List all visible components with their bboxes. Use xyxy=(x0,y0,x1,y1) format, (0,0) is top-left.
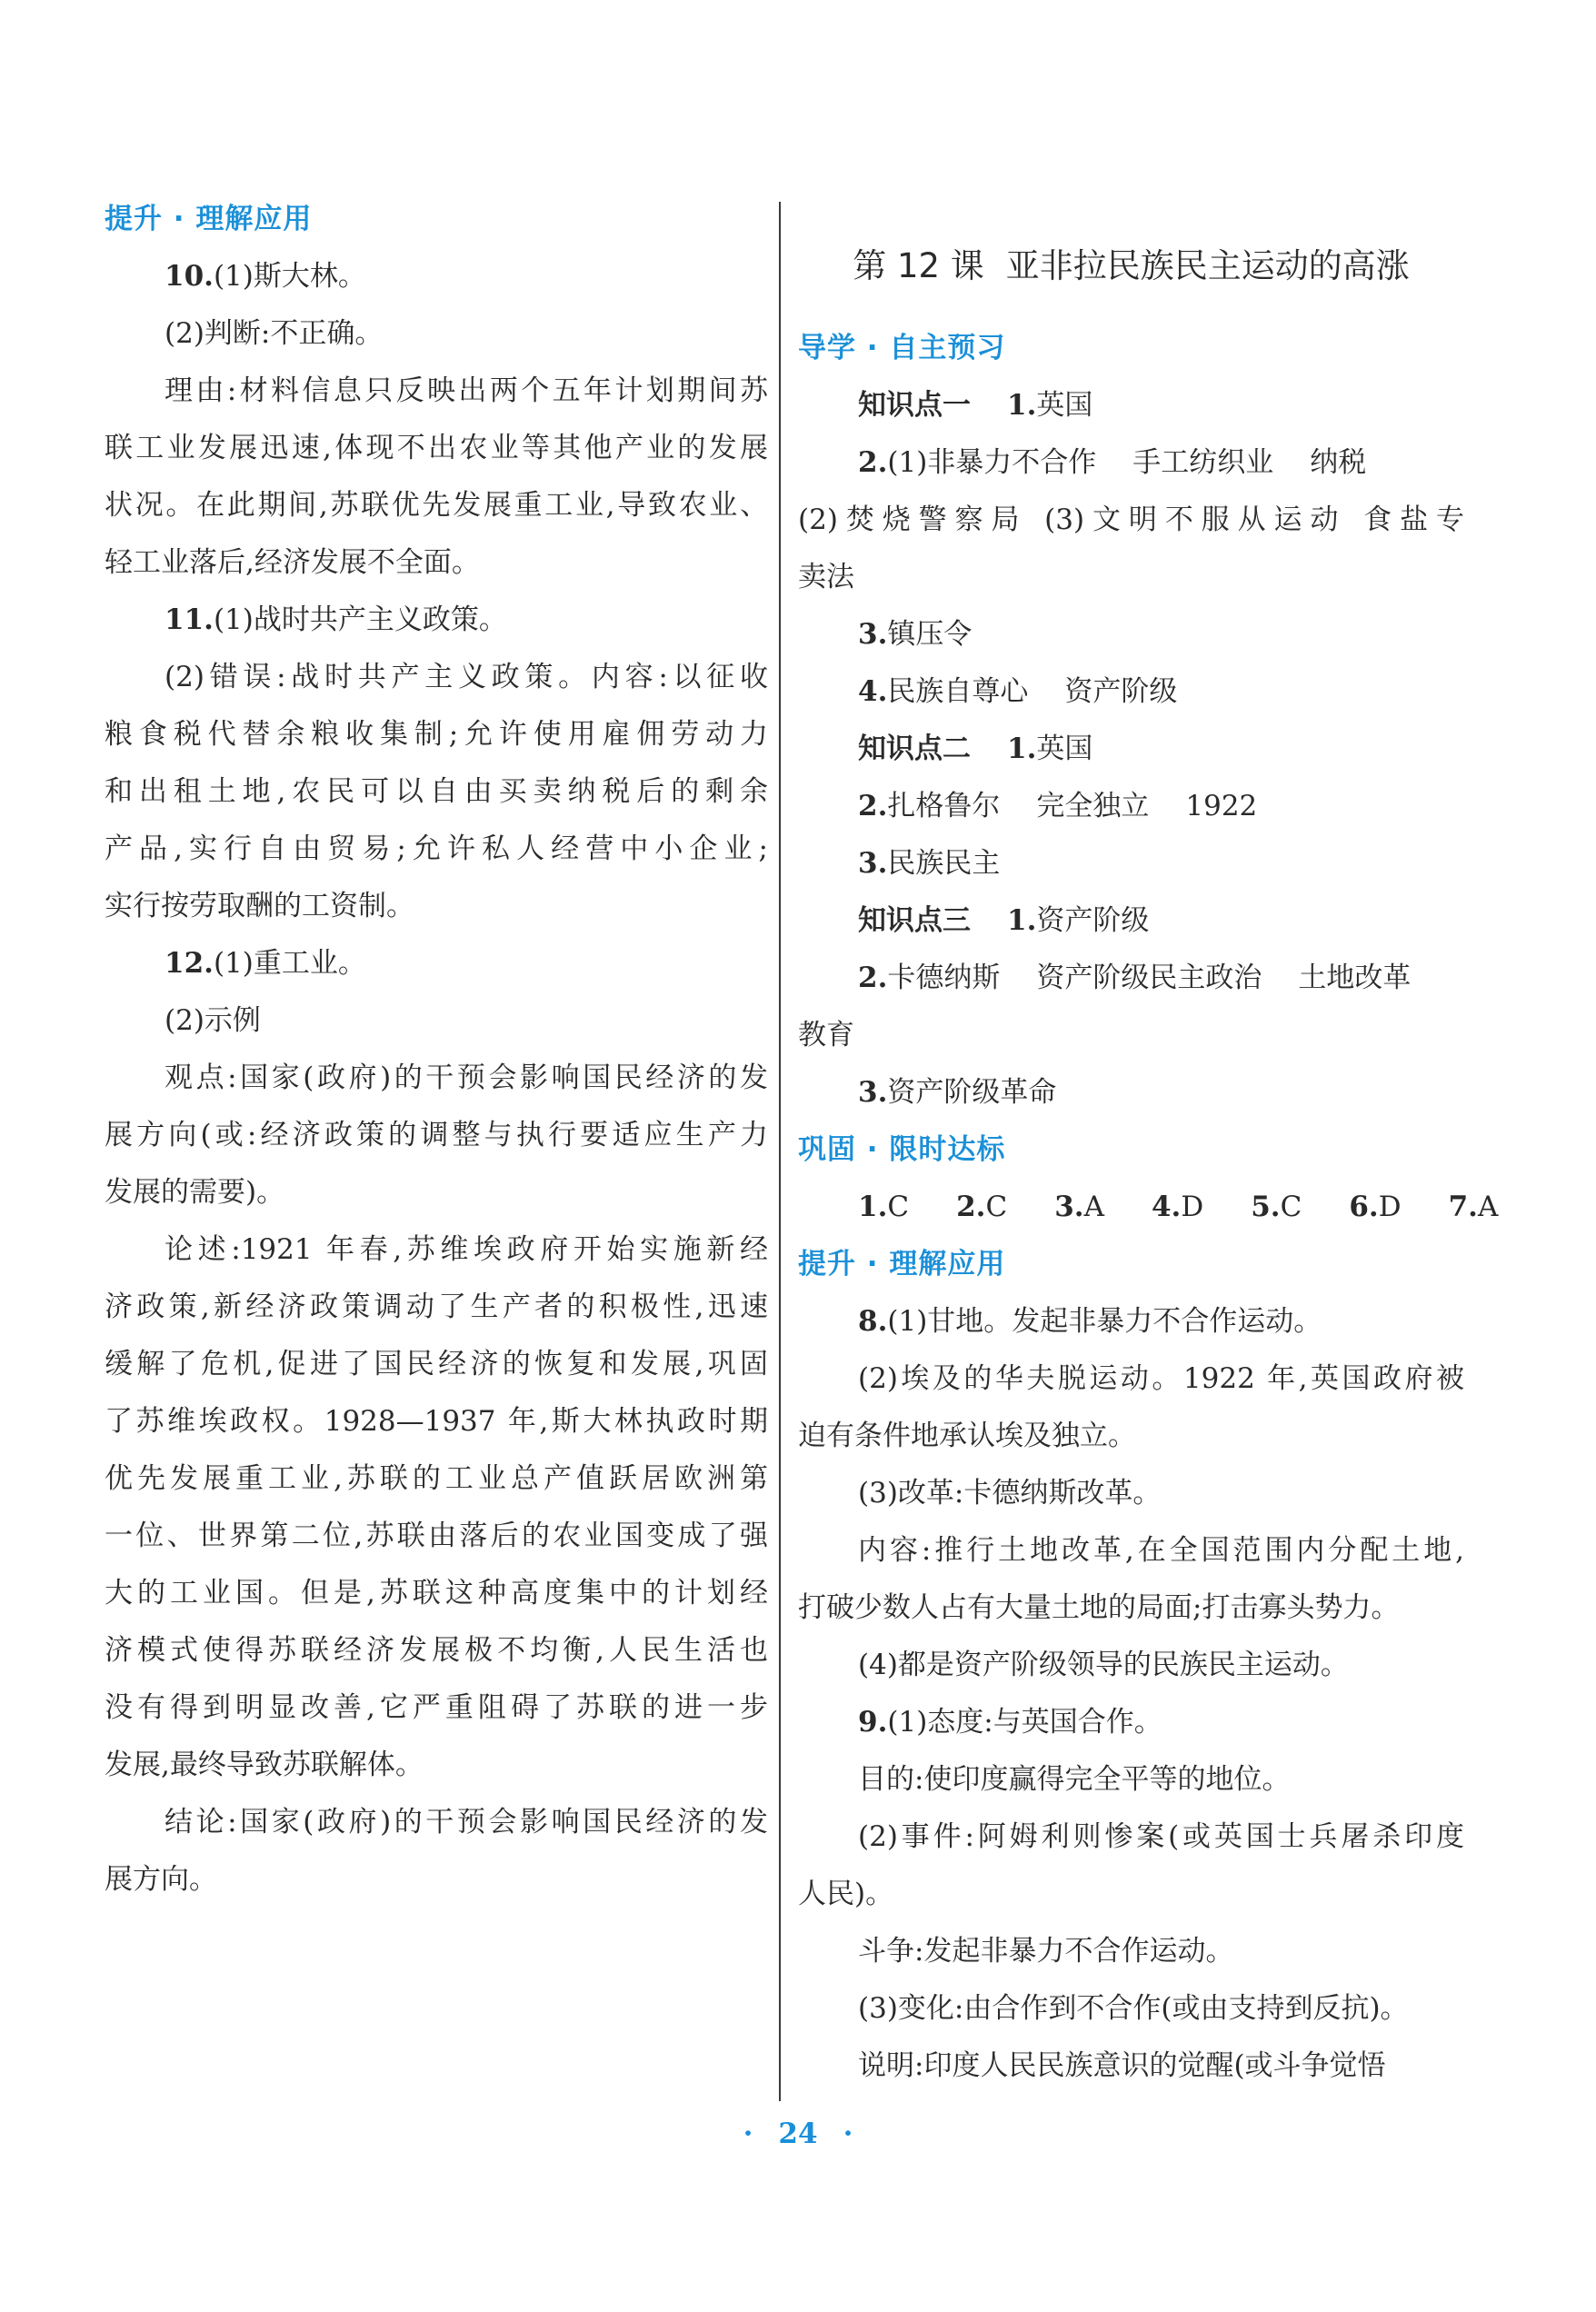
q12-argument-line: 没有得到明显改善,它严重阻碍了苏联的进一步 xyxy=(105,1691,768,1724)
section-heading-tisheng: 提升 · 理解应用 xyxy=(105,203,313,235)
k2-line-1: 知识点二 1.英国 xyxy=(858,732,1093,765)
q9-line: 斗争:发起非暴力不合作运动。 xyxy=(858,1935,1234,1968)
k3-line-3: 教育 xyxy=(798,1019,854,1051)
q12-line-1: 12.(1)重工业。 xyxy=(165,947,366,980)
q9-number: 9. xyxy=(858,1706,888,1739)
q10-reason-line: 联工业发展迅速,体现不出农业等其他产业的发展 xyxy=(105,432,768,464)
lesson-title: 第 12 课 亚非拉民族民主运动的高涨 xyxy=(853,246,1410,285)
q10-reason-line: 状况。在此期间,苏联优先发展重工业,导致农业、 xyxy=(105,489,768,522)
q9-line: (2)事件:阿姆利则惨案(或英国士兵屠杀印度 xyxy=(858,1820,1464,1853)
q10-number: 10. xyxy=(165,260,214,293)
q12-conclusion-line: 结论:国家(政府)的干预会影响国民经济的发 xyxy=(165,1806,768,1839)
q9-line: 目的:使印度赢得完全平等的地位。 xyxy=(858,1763,1291,1796)
k2-line-3: 3.民族民主 xyxy=(858,847,1001,880)
k1-line-5: 3.镇压令 xyxy=(858,618,973,651)
section-heading-daoxue: 导学 · 自主预习 xyxy=(798,332,1006,364)
q12-argument-line: 济模式使得苏联经济发展极不均衡,人民生活也 xyxy=(105,1634,768,1667)
q9-line: (3)变化:由合作到不合作(或由支持到反抗)。 xyxy=(858,1992,1409,2025)
q12-argument-line: 了苏维埃政权。1928—1937 年,斯大林执政时期 xyxy=(105,1405,768,1438)
k3-line-2: 2.卡德纳斯 资产阶级民主政治 土地改革 xyxy=(858,962,1411,994)
column-divider xyxy=(779,202,781,2101)
k3-line-1: 知识点三 1.资产阶级 xyxy=(858,904,1150,937)
q12-view-line: 观点:国家(政府)的干预会影响国民经济的发 xyxy=(165,1061,768,1094)
choice-answers xyxy=(798,1179,1499,1236)
q12-argument-line: 优先发展重工业,苏联的工业总产值跃居欧洲第 xyxy=(105,1462,768,1495)
choice-answer: 6.D xyxy=(1349,1191,1401,1223)
choice-answer: 2.C xyxy=(956,1191,1008,1223)
right-column xyxy=(798,233,1499,2095)
choice-answer: 7.A xyxy=(1448,1191,1499,1223)
choice-answer: 4.D xyxy=(1151,1191,1204,1223)
q8-line: (2)埃及的华夫脱运动。1922 年,英国政府被 xyxy=(858,1362,1464,1395)
section-heading-tisheng-right: 提升 · 理解应用 xyxy=(798,1248,1006,1281)
q10-line-1: 10.(1)斯大林。 xyxy=(165,260,366,293)
k1-line-3: (2)焚烧警察局 (3)文明不服从运动 食盐专 xyxy=(798,503,1464,536)
q8-content-line: 内容:推行土地改革,在全国范围内分配土地, xyxy=(858,1534,1464,1567)
q12-view-line: 展方向(或:经济政策的调整与执行要适应生产力 xyxy=(105,1119,768,1151)
q11-answer-line: 实行按劳取酬的工资制。 xyxy=(105,890,414,922)
q12-argument-line: 缓解了危机,促进了国民经济的恢复和发展,巩固 xyxy=(105,1348,768,1380)
q8-content-line: 打破少数人占有大量土地的局面;打击寡头势力。 xyxy=(798,1591,1400,1624)
q8-line: 迫有条件地承认埃及独立。 xyxy=(798,1420,1136,1452)
k1-line-2: 2.(1)非暴力不合作 手工纺织业 纳税 xyxy=(858,446,1367,479)
q12-conclusion-line: 展方向。 xyxy=(105,1863,217,1896)
q12-argument-line: 发展,最终导致苏联解体。 xyxy=(105,1749,424,1781)
q12-line-2: (2)示例 xyxy=(165,1004,261,1037)
k1-line-4: 卖法 xyxy=(798,561,854,593)
q11-answer-line: (2)错误:战时共产主义政策。内容:以征收 xyxy=(165,661,768,693)
q12-argument-line: 一位、世界第二位,苏联由落后的农业国变成了强 xyxy=(105,1520,768,1552)
k3-line-4: 3.资产阶级革命 xyxy=(858,1076,1057,1109)
q9-line-1: 9.(1)态度:与英国合作。 xyxy=(858,1706,1162,1739)
q9-line: 人民)。 xyxy=(798,1878,894,1910)
q10-reason-line: 轻工业落后,经济发展不全面。 xyxy=(105,546,480,579)
q11-line-1: 11.(1)战时共产主义政策。 xyxy=(165,603,507,636)
q12-argument-line: 论述:1921 年春,苏维埃政府开始实施新经 xyxy=(165,1233,768,1266)
q12-number: 12. xyxy=(165,947,214,980)
choice-answer: 5.C xyxy=(1251,1191,1302,1223)
k2-line-2: 2.扎格鲁尔 完全独立 1922 xyxy=(858,790,1258,822)
q12-argument-line: 大的工业国。但是,苏联这种高度集中的计划经 xyxy=(105,1577,768,1609)
choice-answer: 3.A xyxy=(1054,1191,1104,1223)
q8-line: (3)改革:卡德纳斯改革。 xyxy=(858,1477,1162,1510)
q8-line: (4)都是资产阶级领导的民族民主运动。 xyxy=(858,1649,1349,1681)
left-column xyxy=(105,191,768,1908)
q12-view-line: 发展的需要)。 xyxy=(105,1176,285,1209)
q10-line-2: (2)判断:不正确。 xyxy=(165,317,384,350)
q11-answer-line: 产品,实行自由贸易;允许私人经营中小企业; xyxy=(105,832,768,865)
q11-answer-line: 和出租土地,农民可以自由买卖纳税后的剩余 xyxy=(105,775,768,808)
section-heading-gonggu: 巩固 · 限时达标 xyxy=(798,1133,1006,1166)
k1-line-6: 4.民族自尊心 资产阶级 xyxy=(858,675,1178,708)
q10-reason-line: 理由:材料信息只反映出两个五年计划期间苏 xyxy=(165,374,768,407)
q12-argument-line: 济政策,新经济政策调动了生产者的积极性,迅速 xyxy=(105,1291,768,1323)
q11-number: 11. xyxy=(165,603,214,636)
k1-line-1: 知识点一 1.英国 xyxy=(858,389,1093,422)
q11-answer-line: 粮食税代替余粮收集制;允许使用雇佣劳动力 xyxy=(105,718,768,751)
q9-line: 说明:印度人民民族意识的觉醒(或斗争觉悟 xyxy=(858,2049,1386,2082)
choice-answer: 1.C xyxy=(858,1191,910,1223)
q8-number: 8. xyxy=(858,1305,888,1338)
page-number: · 24 · xyxy=(743,2118,853,2150)
q8-line-1: 8.(1)甘地。发起非暴力不合作运动。 xyxy=(858,1305,1322,1338)
